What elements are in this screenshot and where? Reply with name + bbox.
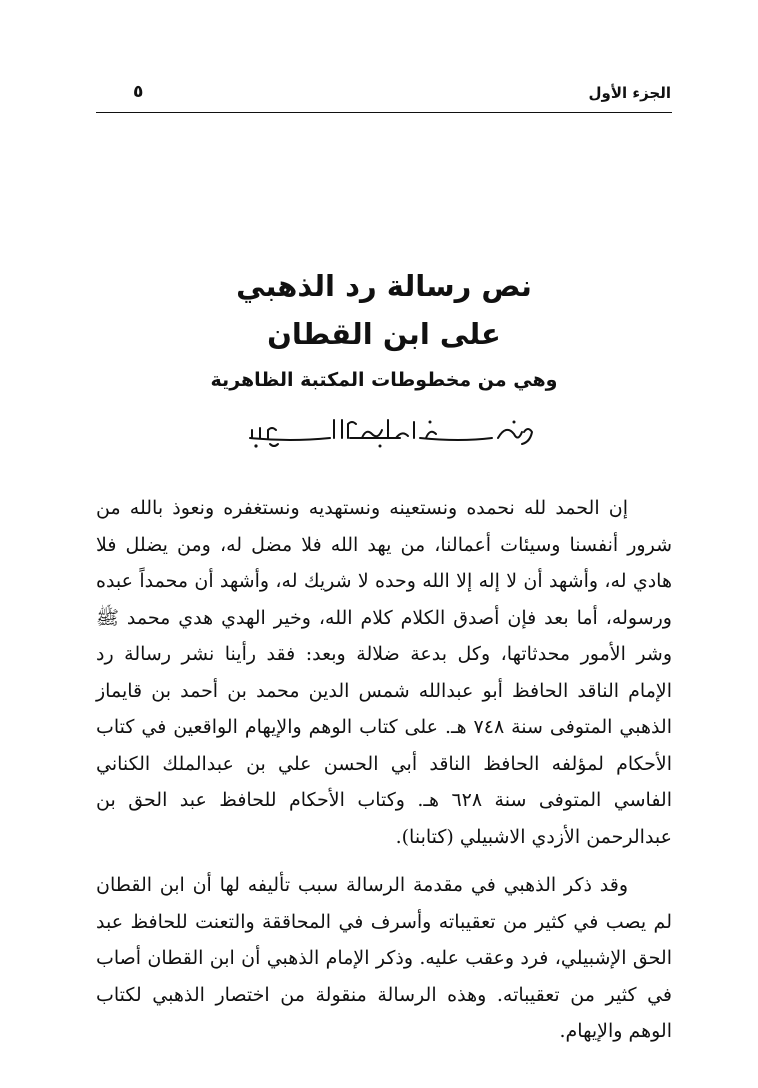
title-block (96, 262, 672, 400)
running-title: الجزء الأول (588, 84, 671, 102)
subtitle: وهي من مخطوطات المكتبة الظاهرية (210, 369, 558, 391)
basmala-calligraphy-image (230, 408, 540, 454)
title-line-2: على ابن القطان (267, 317, 501, 351)
basmala-calligraphy (230, 408, 540, 454)
paragraph: إن الحمد لله نحمده ونستعينه ونستهديه ونستغفره ونعوذ بالله من شرور أنفسنا وسيئات أعمالنا، من يهد الله فلا مضل له، ومن يضلل فلا هادي له، وأشهد أن لا إله إلا الله وحده لا شريك له، وأشهد أن محمداً عبده ورسوله، أما بعد فإن أصدق الكلام كلام الله، وخير الهدي هدي محمد ﷺ وشر الأمور محدثاتها، وكل بدعة ضلالة وبعد: فقد رأينا نشر رسالة رد الإمام الناقد الحافظ أبو عبدالله شمس الدين محمد بن أحمد بن قايماز الذهبي المتوفى سنة ٧٤٨ هـ. على كتاب الوهم والإيهام الواقعين في كتاب الأحكام لمؤلفه الحافظ الناقد أبي الحسن علي بن عبدالملك الكناني الفاسي المتوفى سنة ٦٢٨ هـ. وكتاب الأحكام للحافظ عبد الحق بن عبدالرحمن الأزدي الاشبيلي (كتابنا). (96, 497, 673, 848)
body-text (96, 490, 672, 1050)
running-header (96, 82, 671, 112)
title-line-1: نص رسالة رد الذهبي (236, 269, 532, 303)
header-rule (96, 112, 672, 113)
paragraph: وقد ذكر الذهبي في مقدمة الرسالة سبب تأليفه لها أن ابن القطان لم يصب في كثير من تعقيباته وأسرف في المحاققة والتعنت للحافظ عبد الحق الإشبيلي، فرد وعقب عليه. وذكر الإمام الذهبي أن ابن القطان أصاب في كثير من تعقيباته. وهذه الرسالة منقولة من اختصار الذهبي لكتاب الوهم والإيهام. (96, 874, 672, 1042)
page-number: ٥ (133, 82, 144, 102)
